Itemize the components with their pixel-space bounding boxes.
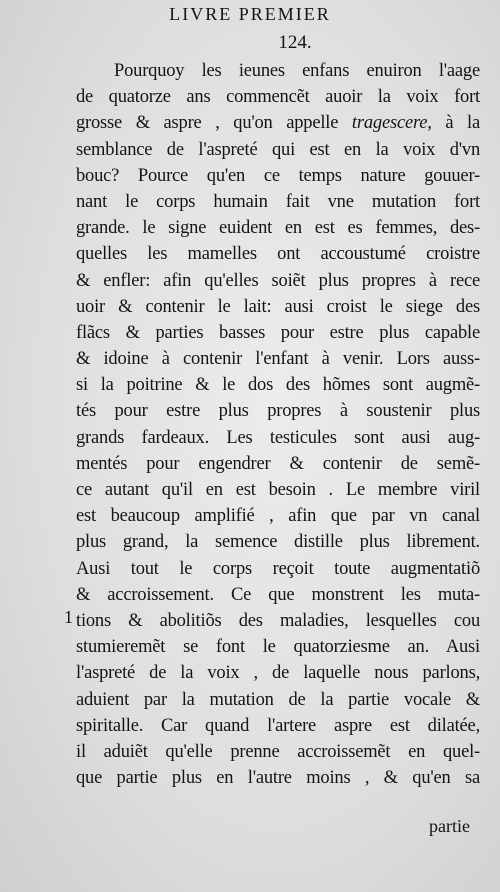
text-line: & idoine à contenir l'enfant à venir. Lors auss- xyxy=(76,349,480,370)
text-line: mentés pour engendrer & contenir de semẽ- xyxy=(76,453,480,474)
running-title: LIVRE PREMIER xyxy=(169,4,331,24)
text-line: quelles les mamelles ont accoustumé croistre xyxy=(76,244,480,265)
margin-note: 1 xyxy=(64,607,73,627)
body-text xyxy=(76,58,480,791)
text-line: grands fardeaux. Les testicules sont ausi aug- xyxy=(76,427,480,448)
text-line: si la poitrine & le dos des hõmes sont augmẽ- xyxy=(76,375,480,396)
text-line: grande. le signe euident en est es femmes, des- xyxy=(76,218,480,239)
text-segment: à la xyxy=(445,113,480,134)
text-line: & enfler: afin qu'elles soiẽt plus propres à rece xyxy=(76,270,480,291)
text-line: Pourquoy les ieunes enfans enuiron l'aage xyxy=(114,61,480,81)
text-line: plus grand, la semence distille plus librement. xyxy=(76,532,480,553)
text-line: stumieremẽt se font le quatorziesme an. Ausi xyxy=(76,637,480,658)
text-line: bouc? Pource qu'en ce temps nature gouuer- xyxy=(76,165,480,186)
latin-term: tragescere, xyxy=(351,113,432,134)
text-line: aduient par la mutation de la partie vocale & xyxy=(76,689,480,710)
page-number: 124. xyxy=(278,32,312,53)
text-line: de quatorze ans commencẽt auoir la voix fort xyxy=(76,87,480,108)
catchword: partie xyxy=(429,816,470,836)
text-line-with-term xyxy=(76,110,480,136)
text-line: il aduiẽt qu'elle prenne accroissemẽt en quel- xyxy=(76,741,480,762)
text-line: tions & abolitiõs des maladies, lesquelles cou xyxy=(76,610,480,631)
text-line: semblance de l'aspreté qui est en la voix d'vn xyxy=(76,139,480,160)
text-line: uoir & contenir le lait: ausi croist le siege des xyxy=(76,296,480,317)
text-line: l'aspreté de la voix , de laquelle nous parlons, xyxy=(76,663,480,684)
text-line: que partie plus en l'autre moins , & qu'en sa xyxy=(76,768,480,789)
text-line: tés pour estre plus propres à soustenir plus xyxy=(76,401,480,422)
text-line: spiritalle. Car quand l'artere aspre est dilatée, xyxy=(76,715,480,736)
text-line: est beaucoup amplifié , afin que par vn canal xyxy=(76,506,480,527)
text-line: flãcs & parties basses pour estre plus capable xyxy=(76,322,480,343)
text-segment: grosse & aspre , qu'on appelle xyxy=(76,113,339,134)
text-line: Ausi tout le corps reçoit toute augmentatiõ xyxy=(76,558,480,579)
text-line: ce autant qu'il en est besoin . Le membre viril xyxy=(76,480,480,500)
text-line: nant le corps humain fait vne mutation fort xyxy=(76,191,480,212)
text-line: & accroissement. Ce que monstrent les muta- xyxy=(76,584,480,605)
